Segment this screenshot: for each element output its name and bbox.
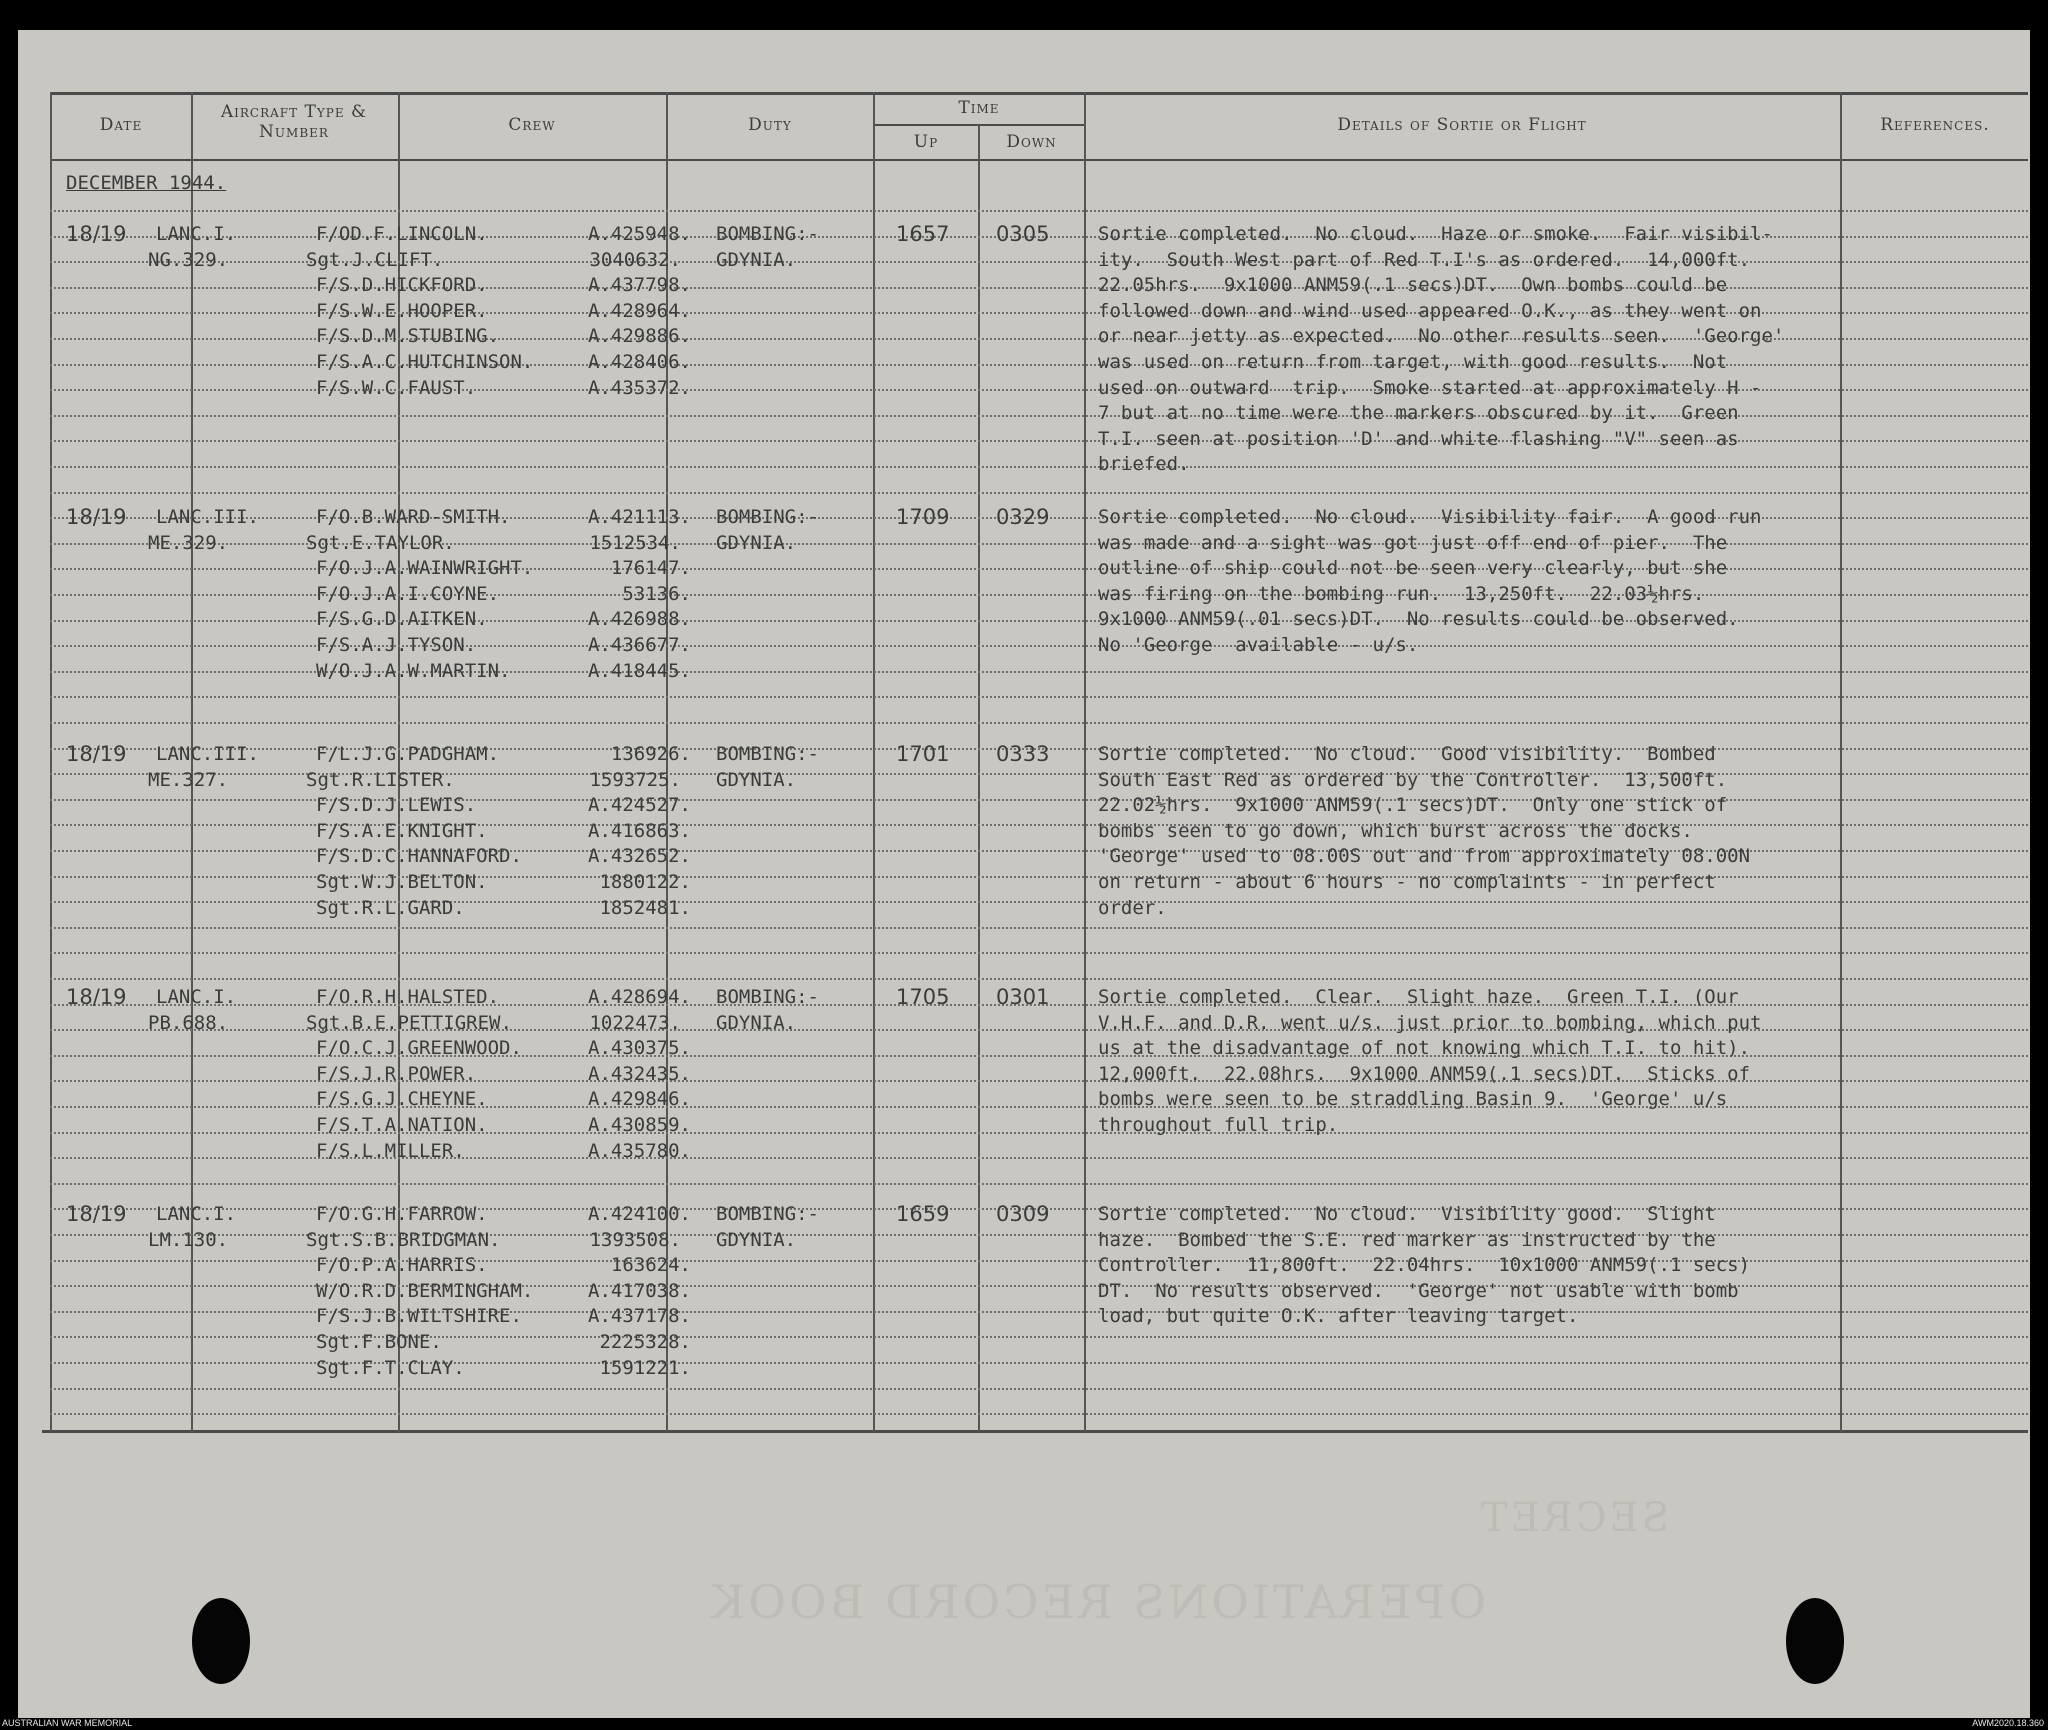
details-line: bombs seen to go down, which burst across the docks.: [1098, 819, 1693, 842]
crew-member: [316, 1356, 691, 1382]
details-line: used on outward trip. Smoke started at approximately H -: [1098, 376, 1762, 399]
crew-member: [316, 819, 691, 845]
footer-left: AUSTRALIAN WAR MEMORIAL: [2, 1718, 133, 1728]
crew-member: [316, 844, 691, 870]
service-number: A.416863.: [588, 819, 691, 842]
crew-name: F/S.J.R.POWER.: [316, 1062, 477, 1085]
time-up: 1705: [896, 985, 950, 1009]
time-down: 0333: [996, 742, 1050, 766]
service-number: A.437178.: [588, 1305, 691, 1328]
service-number: 1512534.: [589, 531, 681, 554]
crew-name: Sgt.F.T.CLAY.: [316, 1356, 465, 1379]
header-crew: Crew: [508, 115, 556, 135]
crew-name: F/S.A.C.HUTCHINSON.: [316, 351, 534, 373]
service-number: A.432652.: [588, 845, 691, 868]
details-line: 12,000ft. 22.08hrs. 9x1000 ANM59(.1 secs)DT. Sticks of: [1098, 1062, 1751, 1085]
service-number: 136926.: [610, 743, 691, 765]
details-line: South East Red as ordered by the Controller. 13,500ft.: [1098, 768, 1728, 791]
crew-member: [316, 633, 691, 659]
service-number: A.424100.: [588, 1203, 691, 1225]
service-number: A.428406.: [588, 351, 691, 373]
service-number: 176147.: [610, 557, 691, 580]
crew-member: [316, 1304, 691, 1330]
crew-name: F/OD.F.LINCOLN.: [316, 223, 488, 245]
aircraft-line: LANC.I.: [156, 223, 237, 245]
details-line: DT. No results observed. 'George' not usable with bomb: [1098, 1279, 1739, 1302]
sortie-date: 18/19: [66, 222, 127, 246]
details-line: bombs were seen to be straddling Basin 9. 'George' u/s: [1098, 1088, 1728, 1111]
month-heading: DECEMBER 1944.: [66, 172, 227, 194]
sortie-date: 18/19: [66, 985, 127, 1009]
crew-member: [316, 582, 691, 608]
crew-member: [316, 222, 691, 248]
service-number: 163624.: [610, 1254, 691, 1277]
time-down: 0301: [996, 985, 1050, 1009]
service-number: A.417038.: [588, 1279, 691, 1302]
details-line: V.H.F. and D.R. went u/s. just prior to bombing, which put: [1098, 1011, 1762, 1034]
crew-member: [316, 376, 691, 402]
service-number: A.426988.: [588, 608, 691, 631]
service-number: A.418445.: [588, 659, 691, 682]
service-number: A.435372.: [588, 376, 691, 399]
crew-name: Sgt.F.BONE.: [316, 1331, 442, 1353]
ruled-line: [50, 978, 2028, 980]
sortie-date: 18/19: [66, 742, 127, 766]
details-line: Controller. 11,800ft. 22.04hrs. 10x1000 ANM59(.1 secs): [1098, 1254, 1751, 1277]
binder-hole-right: [1786, 1598, 1844, 1684]
details-line: load, but quite O.K. after leaving target.: [1098, 1305, 1579, 1328]
crew-name: W/O.R.D.BERMINGHAM.: [316, 1279, 534, 1302]
service-number: A.437798.: [588, 274, 691, 297]
details-line: or near jetty as expected. No other results seen. 'George': [1098, 325, 1785, 348]
bleed-through-secret: SECRET: [1478, 1495, 1670, 1541]
aircraft-line: LANC.III.: [156, 743, 259, 765]
duty-line: BOMBING:-: [716, 986, 819, 1008]
time-up: 1701: [896, 742, 950, 766]
crew-member: [306, 248, 681, 274]
record-page: [18, 30, 2030, 1718]
service-number: 1022473.: [589, 1011, 681, 1034]
crew-name: F/O.J.A.I.COYNE.: [316, 582, 500, 605]
details-line: 22.02½hrs. 9x1000 ANM59(.1 secs)DT. Only one stick of: [1098, 794, 1728, 817]
details-line: Sortie completed. No cloud. Visibility good. Slight: [1098, 1203, 1716, 1225]
details-line: ity. South West part of Red T.I's as ordered. 14,000ft.: [1098, 248, 1751, 271]
crew-member: [316, 350, 691, 376]
time-down: 0305: [996, 222, 1050, 246]
header-date: Date: [99, 115, 143, 135]
header-references: References.: [1880, 115, 1990, 135]
details-line: order.: [1098, 896, 1167, 919]
crew-name: F/S.D.J.LEWIS.: [316, 794, 477, 817]
details-line: followed down and wind used appeared O.K., as they went on: [1098, 299, 1762, 322]
header-up: Up: [913, 132, 939, 152]
crew-member: [316, 985, 691, 1011]
service-number: A.436677.: [588, 634, 691, 656]
duty-line: BOMBING:-: [716, 1203, 819, 1225]
crew-member: [306, 768, 681, 794]
crew-member: [316, 1139, 691, 1165]
crew-name: F/O.B.WARD-SMITH.: [316, 506, 511, 528]
details-line: was firing on the bombing run. 13,250ft. 22.03½hrs.: [1098, 582, 1705, 605]
service-number: A.424527.: [588, 794, 691, 817]
details-line: briefed.: [1098, 453, 1190, 476]
crew-name: Sgt.R.LISTER.: [306, 768, 455, 791]
details-line: outline of ship could not be seen very clearly, but she: [1098, 557, 1728, 580]
time-subrule: [874, 124, 1086, 126]
service-number: A.425948.: [588, 223, 691, 245]
service-number: 1393508.: [589, 1228, 681, 1251]
details-line: throughout full trip.: [1098, 1114, 1339, 1136]
footer-right: AWM2020.18.360: [1972, 1718, 2044, 1728]
crew-member: [316, 1330, 691, 1356]
crew-name: F/O.R.H.HALSTED.: [316, 986, 500, 1008]
ruled-line: [50, 1388, 2028, 1390]
ruled-line: [50, 696, 2028, 698]
crew-name: Sgt.B.E.PETTIGREW.: [306, 1011, 512, 1034]
aircraft-line: LANC.I.: [156, 1203, 237, 1225]
sortie-date: 18/19: [66, 505, 127, 529]
service-number: 1852481.: [599, 896, 691, 919]
ruled-line: [50, 1413, 2028, 1415]
details-line: haze. Bombed the S.E. red marker as instructed by the: [1098, 1228, 1716, 1251]
ruled-line: [50, 952, 2028, 954]
binder-hole-left: [192, 1598, 250, 1684]
crew-member: [316, 607, 691, 633]
details-line: us at the disadvantage of not knowing which T.I. to hit).: [1098, 1037, 1751, 1060]
col-rule-details: [1084, 92, 1086, 1432]
service-number: 1880122.: [599, 871, 691, 893]
duty-line: GDYNIA.: [716, 768, 797, 791]
sortie-date: 18/19: [66, 1202, 127, 1226]
duty-line: BOMBING:-: [716, 506, 819, 528]
ruled-line: [50, 722, 2028, 724]
crew-name: Sgt.R.L.GARD.: [316, 896, 465, 919]
crew-member: [316, 1087, 691, 1113]
duty-line: BOMBING:-: [716, 223, 819, 245]
service-number: 2225328.: [599, 1331, 691, 1353]
crew-name: F/S.W.E.HOOPER.: [316, 299, 488, 322]
crew-member: [316, 556, 691, 582]
time-up: 1657: [896, 222, 950, 246]
duty-line: GDYNIA.: [716, 1011, 797, 1034]
details-line: 'George' used to 08.00S out and from approximately 08.00N: [1098, 845, 1751, 868]
details-line: 7 but at no time were the markers obscured by it. Green: [1098, 402, 1739, 425]
time-down: 0329: [996, 505, 1050, 529]
duty-line: GDYNIA.: [716, 248, 797, 271]
bottom-rule: [42, 1430, 2028, 1433]
service-number: A.429886.: [588, 325, 691, 348]
service-number: A.428964.: [588, 299, 691, 322]
time-up: 1709: [896, 505, 950, 529]
crew-name: F/S.D.C.HANNAFORD.: [316, 845, 522, 868]
header-details: Details of Sortie or Flight: [1337, 115, 1587, 135]
service-number: A.428694.: [588, 986, 691, 1008]
crew-name: F/S.G.D.AITKEN.: [316, 608, 488, 631]
crew-member: [316, 870, 691, 896]
header-rule: [50, 159, 2028, 161]
col-rule-date: [50, 92, 52, 1432]
crew-name: F/S.D.HICKFORD.: [316, 274, 488, 297]
crew-name: Sgt.S.B.BRIDGMAN.: [306, 1228, 501, 1251]
service-number: A.435780.: [588, 1139, 691, 1162]
crew-name: F/S.D.M.STUBING.: [316, 325, 500, 348]
crew-member: [316, 742, 691, 768]
details-line: Sortie completed. Clear. Slight haze. Green T.I. (Our: [1098, 986, 1739, 1008]
crew-member: [306, 531, 681, 557]
crew-name: F/S.T.A.NATION.: [316, 1114, 488, 1136]
details-line: was made and a sight was got just off end of pier. The: [1098, 531, 1728, 554]
bleed-through-title: OPERATIONS RECORD BOOK: [708, 1575, 1487, 1629]
ruled-line: [50, 927, 2028, 929]
crew-name: F/S.W.C.FAUST.: [316, 376, 477, 399]
service-number: 1591221.: [599, 1356, 691, 1379]
crew-name: Sgt.W.J.BELTON.: [316, 871, 488, 893]
crew-name: F/O.G.H.FARROW.: [316, 1203, 488, 1225]
crew-member: [316, 1279, 691, 1305]
crew-name: F/O.C.J.GREENWOOD.: [316, 1037, 522, 1060]
crew-member: [316, 659, 691, 685]
service-number: A.430859.: [588, 1114, 691, 1136]
crew-member: [316, 1036, 691, 1062]
header-duty: Duty: [748, 115, 792, 135]
crew-member: [316, 793, 691, 819]
details-line: T.I. seen at position 'D' and white flashing "V" seen as: [1098, 427, 1739, 450]
ruled-line: [50, 466, 2028, 468]
time-down: 0309: [996, 1202, 1050, 1226]
duty-line: BOMBING:-: [716, 743, 819, 765]
aircraft-line: LANC.I.: [156, 986, 237, 1008]
crew-name: F/S.A.J.TYSON.: [316, 634, 477, 656]
service-number: A.421113.: [588, 506, 691, 528]
details-line: 22.05hrs. 9x1000 ANM59(.1 secs)DT. Own bombs could be: [1098, 274, 1728, 297]
crew-member: [316, 1062, 691, 1088]
crew-member: [316, 324, 691, 350]
crew-member: [316, 896, 691, 922]
header-time: Time: [958, 98, 1000, 118]
service-number: 53136.: [622, 582, 691, 605]
aircraft-line: LM.130.: [148, 1228, 229, 1251]
crew-name: Sgt.E.TAYLOR.: [306, 531, 455, 554]
ruled-line: [50, 492, 2028, 494]
crew-member: [316, 1202, 691, 1228]
col-rule-up: [873, 92, 875, 1432]
crew-name: F/O.P.A.HARRIS.: [316, 1254, 488, 1277]
crew-member: [316, 299, 691, 325]
service-number: A.432435.: [588, 1062, 691, 1085]
service-number: 3040632.: [589, 248, 681, 271]
crew-name: F/S.G.J.CHEYNE.: [316, 1088, 488, 1111]
crew-name: Sgt.J.CLIFT.: [306, 248, 444, 271]
crew-name: F/L.J.G.PADGHAM.: [316, 743, 500, 765]
details-line: No 'George available - u/s.: [1098, 634, 1419, 656]
header-down: Down: [1006, 132, 1057, 152]
header-aircraft: Aircraft Type & Number: [220, 102, 368, 142]
details-line: Sortie completed. No cloud. Good visibility. Bombed: [1098, 743, 1716, 765]
crew-name: F/S.L.MILLER.: [316, 1139, 465, 1162]
crew-name: F/S.A.E.KNIGHT.: [316, 819, 488, 842]
crew-member: [316, 273, 691, 299]
aircraft-line: ME.329.: [148, 531, 229, 554]
ruled-line: [50, 1183, 2028, 1185]
service-number: A.430375.: [588, 1037, 691, 1060]
crew-member: [306, 1228, 681, 1254]
details-line: Sortie completed. No cloud. Visibility fair. A good run: [1098, 506, 1762, 528]
top-rule: [50, 92, 2028, 95]
aircraft-line: ME.327.: [148, 768, 229, 791]
aircraft-line: LANC.III.: [156, 506, 259, 528]
details-line: was used on return from target, with good results. Not: [1098, 351, 1728, 373]
crew-name: F/S.J.B.WILTSHIRE.: [316, 1305, 522, 1328]
crew-name: F/O.J.A.WAINWRIGHT.: [316, 557, 534, 580]
details-line: 9x1000 ANM59(.01 secs)DT. No results could be observed.: [1098, 608, 1739, 631]
aircraft-line: NG.329.: [148, 248, 229, 271]
service-number: 1593725.: [589, 768, 681, 791]
crew-name: W/O.J.A.W.MARTIN.: [316, 659, 511, 682]
details-line: on return - about 6 hours - no complaints - in perfect: [1098, 871, 1716, 893]
aircraft-line: PB.688.: [148, 1011, 229, 1034]
ruled-line: [50, 210, 2028, 212]
col-rule-references: [1840, 92, 1842, 1432]
duty-line: GDYNIA.: [716, 1228, 797, 1251]
service-number: A.429846.: [588, 1088, 691, 1111]
time-up: 1659: [896, 1202, 950, 1226]
details-line: Sortie completed. No cloud. Haze or smoke. Fair visibil-: [1098, 223, 1773, 245]
crew-member: [306, 1011, 681, 1037]
crew-member: [316, 1113, 691, 1139]
crew-member: [316, 1253, 691, 1279]
duty-line: GDYNIA.: [716, 531, 797, 554]
crew-member: [316, 505, 691, 531]
